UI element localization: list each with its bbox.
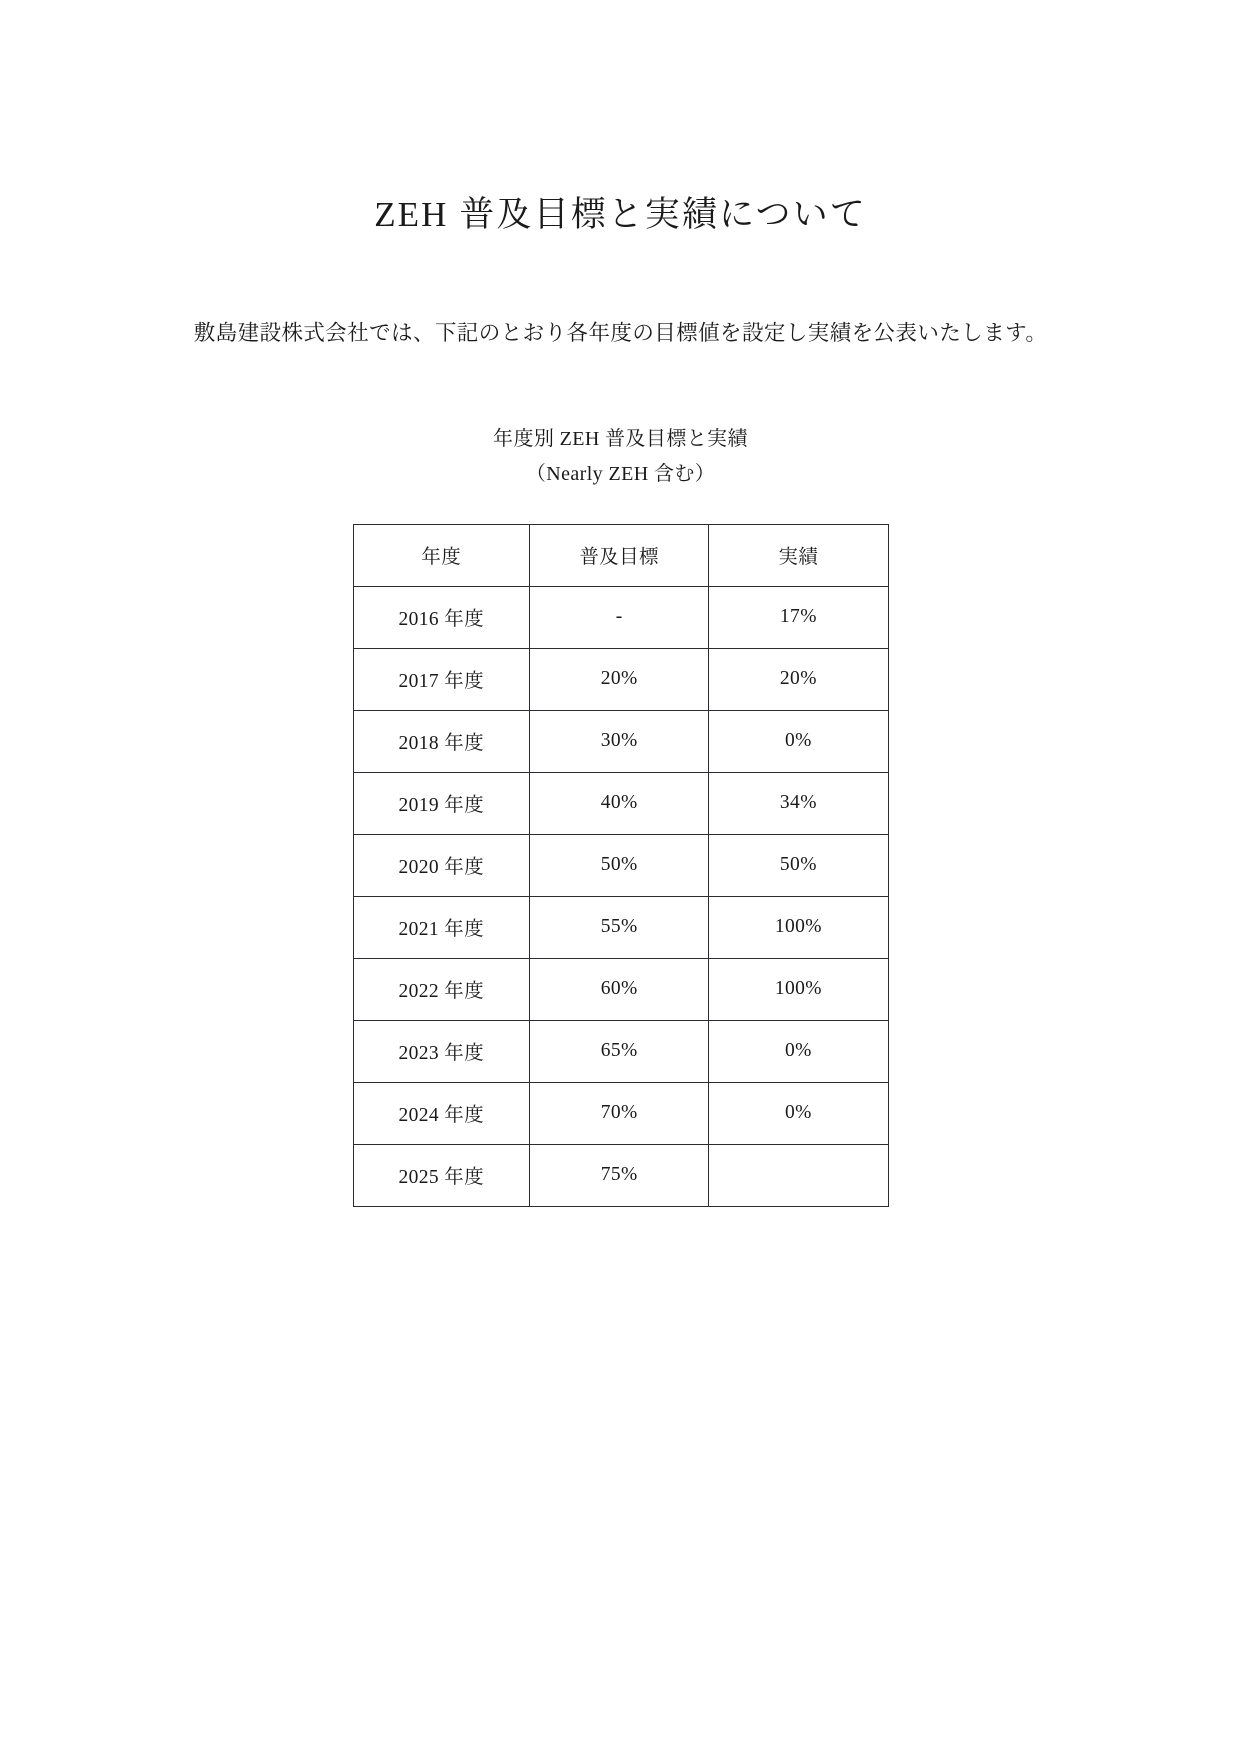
cell-goal: 55%	[530, 896, 709, 958]
table-row	[353, 648, 888, 710]
table-row	[353, 586, 888, 648]
cell-actual: 17%	[709, 586, 888, 648]
cell-goal: 60%	[530, 958, 709, 1020]
table-row	[353, 710, 888, 772]
cell-actual: 0%	[709, 1082, 888, 1144]
page-title: ZEH 普及目標と実績について	[374, 195, 867, 234]
table-row	[353, 1082, 888, 1144]
cell-year: 2019 年度	[353, 772, 530, 834]
cell-actual	[709, 1144, 888, 1206]
cell-actual: 100%	[709, 958, 888, 1020]
cell-goal: -	[530, 586, 709, 648]
table-row	[353, 1144, 888, 1206]
cell-year: 2024 年度	[353, 1082, 530, 1144]
intro-paragraph: 敷島建設株式会社では、下記のとおり各年度の目標値を設定し実績を公表いたします。	[193, 320, 1048, 345]
cell-year: 2017 年度	[353, 648, 530, 710]
cell-goal: 30%	[530, 710, 709, 772]
cell-year: 2016 年度	[353, 586, 530, 648]
cell-year: 2025 年度	[353, 1144, 530, 1206]
table-container	[0, 524, 1241, 1207]
cell-actual: 100%	[709, 896, 888, 958]
cell-goal: 40%	[530, 772, 709, 834]
cell-goal: 50%	[530, 834, 709, 896]
table-caption-line-1: 年度別 ZEH 普及目標と実績	[493, 427, 748, 450]
cell-goal: 65%	[530, 1020, 709, 1082]
table-row	[353, 772, 888, 834]
table-caption	[0, 350, 1241, 492]
table-row	[353, 896, 888, 958]
cell-actual: 0%	[709, 710, 888, 772]
cell-year: 2020 年度	[353, 834, 530, 896]
column-header-actual: 実績	[709, 524, 888, 586]
cell-actual: 50%	[709, 834, 888, 896]
cell-goal: 70%	[530, 1082, 709, 1144]
cell-actual: 34%	[709, 772, 888, 834]
cell-actual: 0%	[709, 1020, 888, 1082]
table-row	[353, 834, 888, 896]
column-header-year: 年度	[353, 524, 530, 586]
column-header-goal: 普及目標	[530, 524, 709, 586]
cell-year: 2023 年度	[353, 1020, 530, 1082]
table-row	[353, 958, 888, 1020]
cell-actual: 20%	[709, 648, 888, 710]
zeh-goals-table	[353, 524, 889, 1207]
table-header-row	[353, 524, 888, 586]
cell-year: 2018 年度	[353, 710, 530, 772]
cell-goal: 20%	[530, 648, 709, 710]
table-row	[353, 1020, 888, 1082]
cell-year: 2022 年度	[353, 958, 530, 1020]
table-caption-line-2: （Nearly ZEH 含む）	[525, 462, 716, 485]
cell-year: 2021 年度	[353, 896, 530, 958]
cell-goal: 75%	[530, 1144, 709, 1206]
